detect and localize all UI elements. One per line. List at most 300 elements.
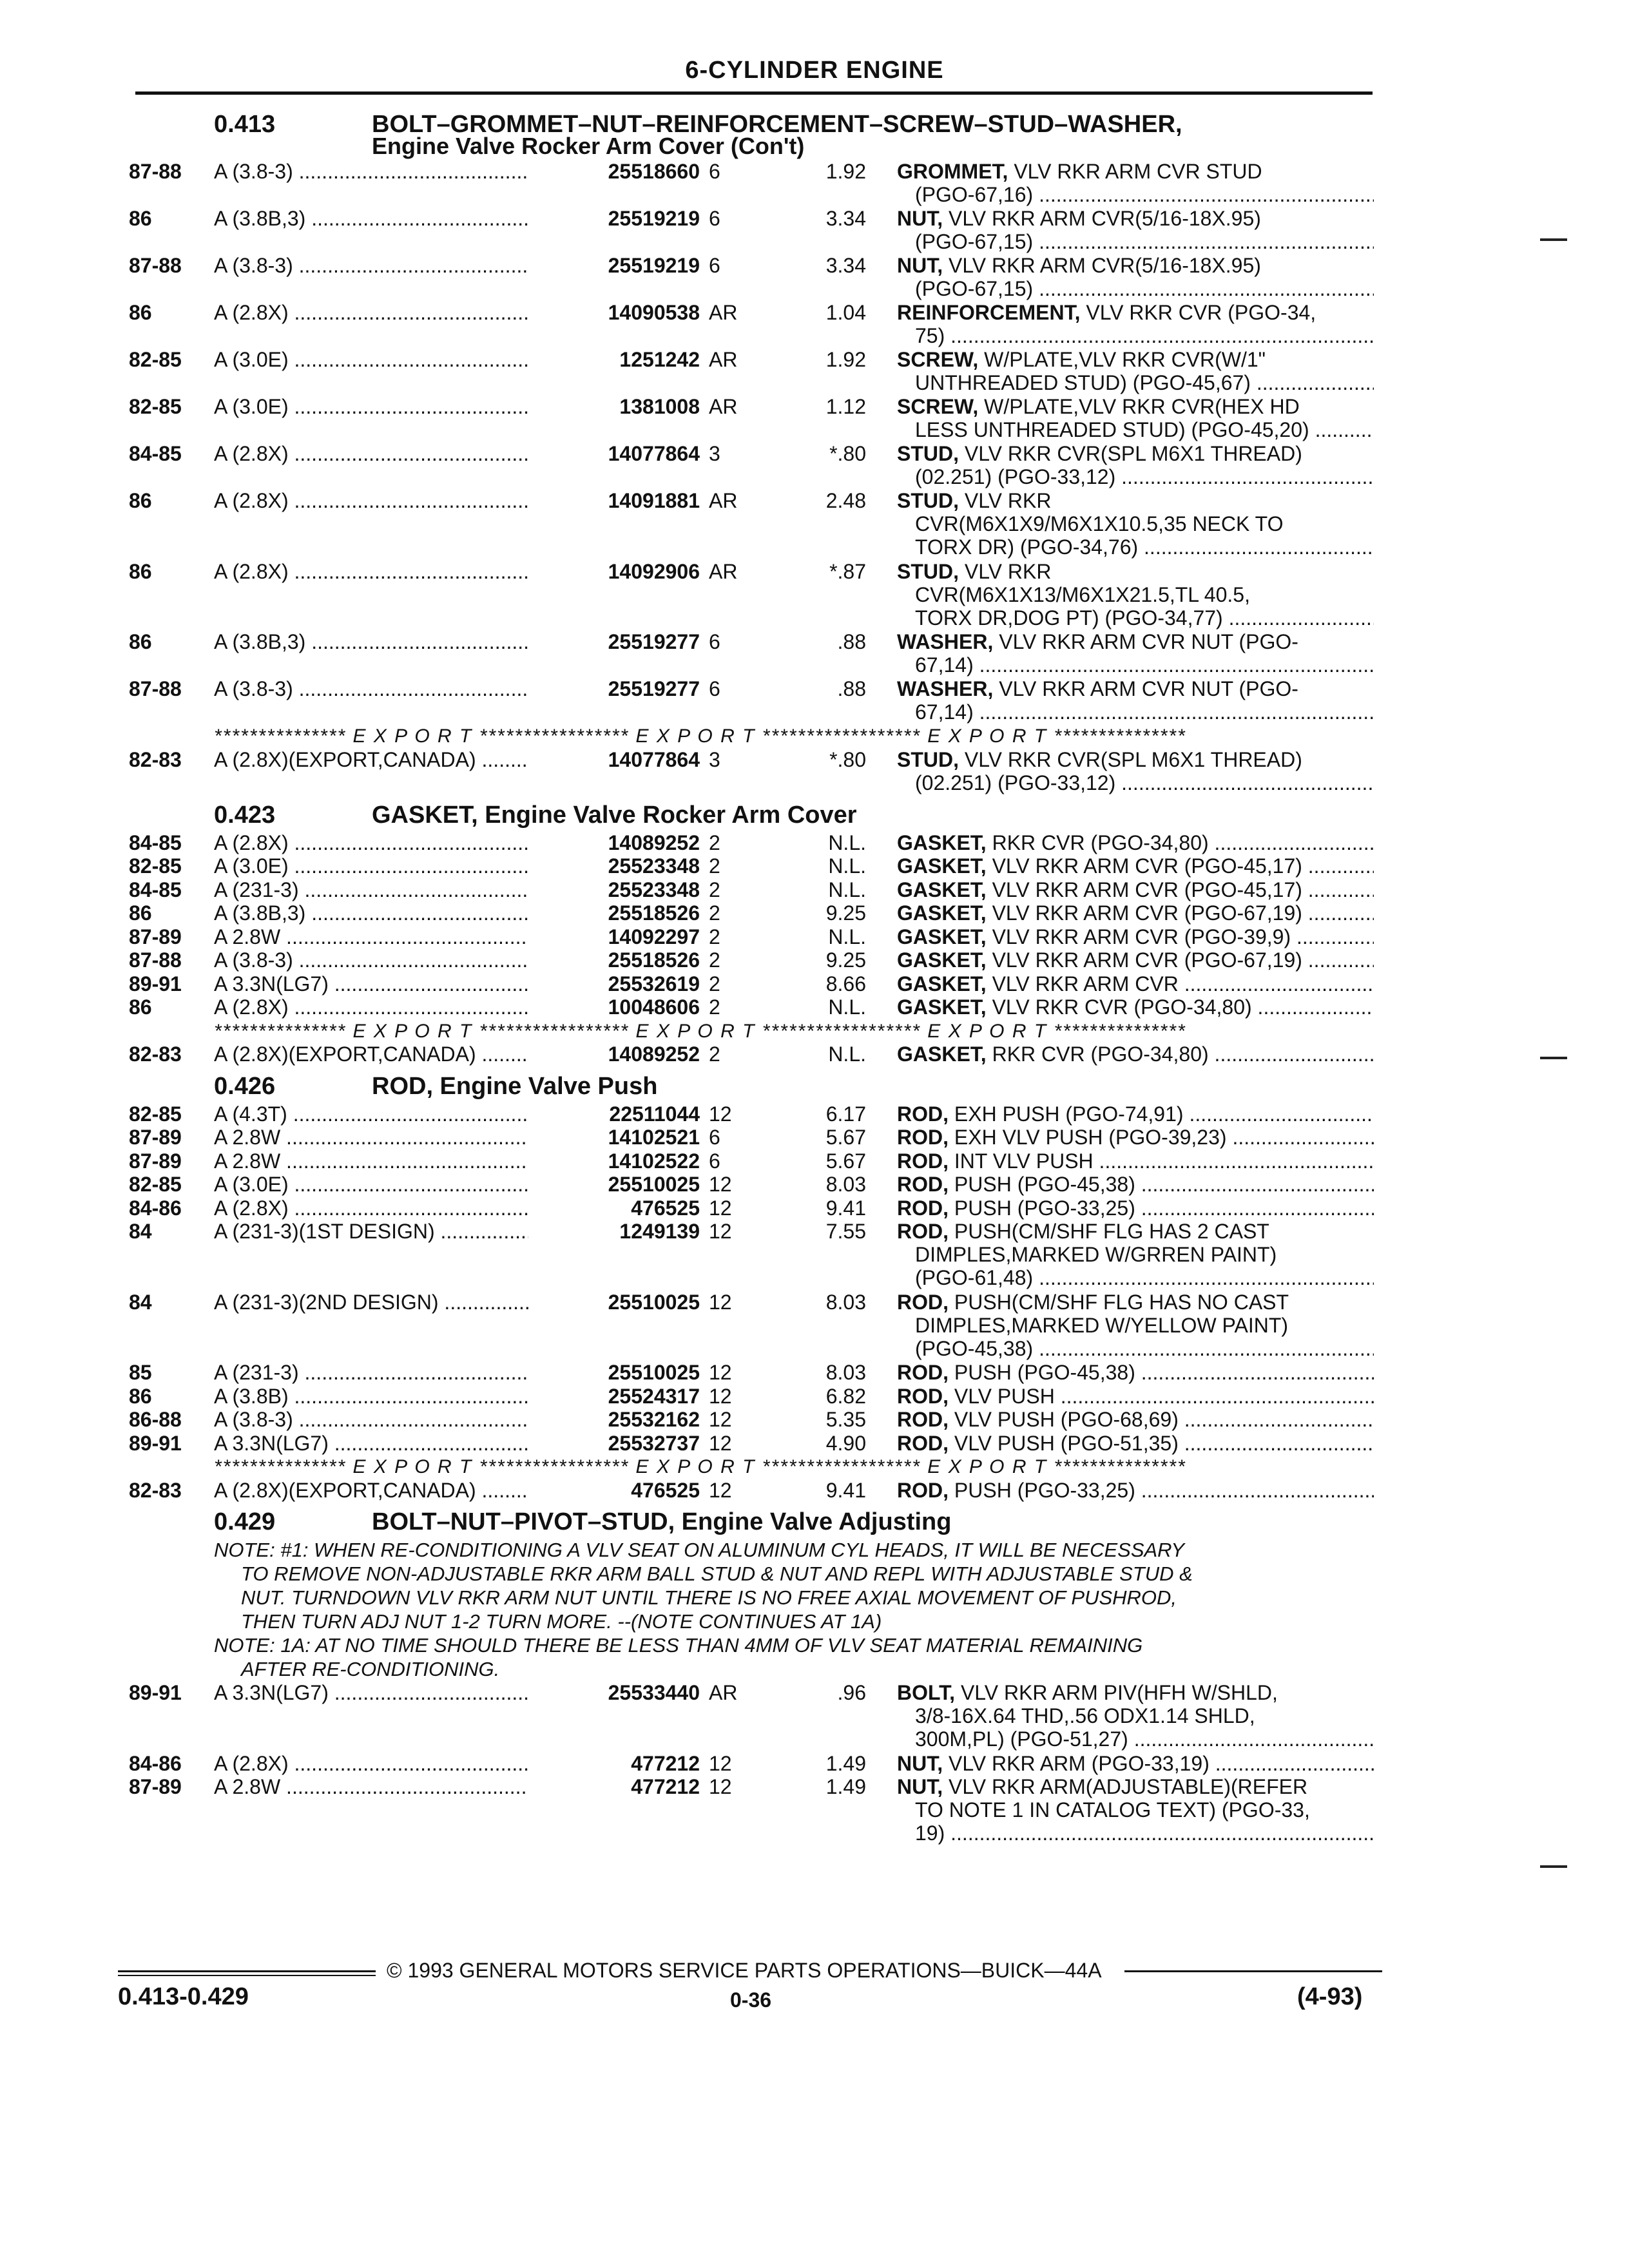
description-text: TORX DR) (PGO-34,76) (915, 535, 1139, 559)
application: A (4.3T) ..... (214, 1102, 562, 1126)
application: A 2.8W ..... (214, 1126, 562, 1149)
part-number: 14089252 (528, 1043, 700, 1066)
part-number: 476525 (528, 1196, 700, 1220)
margin-mark (1540, 238, 1567, 241)
application: A (3.0E) ..... (214, 395, 562, 419)
section-note (214, 1633, 1374, 1681)
part-name: ROD, (897, 1220, 949, 1243)
description-text: CVR(M6X1X13/M6X1X21.5,TL 40.5, (915, 582, 1250, 606)
part-description (897, 995, 1374, 1019)
part-number: 25518526 (528, 948, 700, 972)
model-year: 86 (129, 207, 152, 230)
model-year: 82-85 (129, 348, 182, 371)
description-text: VLV RKR ARM CVR (992, 972, 1179, 995)
section-title: ROD, Engine Valve Push (372, 1072, 658, 1100)
description-text: VLV RKR ARM CVR NUT (PGO- (999, 630, 1298, 653)
description-text: VLV PUSH (954, 1384, 1055, 1408)
part-name: GASKET, (897, 831, 987, 854)
part-number: 14089252 (528, 831, 700, 855)
description-text: (PGO-67,15) (915, 277, 1034, 300)
quantity: 6 (709, 1126, 720, 1149)
section-number: 0.426 (214, 1072, 276, 1100)
quantity: 6 (709, 630, 720, 653)
footer-rule-right (1124, 1970, 1382, 1972)
description-text: VLV RKR ARM CVR NUT (PGO- (999, 677, 1298, 700)
application: A (3.8B,3) ..... (214, 207, 562, 231)
price: 5.35 (825, 1408, 866, 1431)
part-description (897, 748, 1374, 794)
model-year: 86-88 (129, 1408, 182, 1431)
description-text: PUSH (PGO-33,25) (954, 1196, 1135, 1220)
part-number: 1249139 (528, 1220, 700, 1244)
note-line: TO REMOVE NON-ADJUSTABLE RKR ARM BALL STUD & NUT AND REPL WITH ADJUSTABLE STUD & (241, 1562, 1193, 1585)
description-text: VLV RKR ARM CVR(5/16-18X.95) (949, 207, 1261, 230)
part-name: GROMMET, (897, 160, 1008, 183)
part-description (897, 1126, 1374, 1149)
description-line (897, 348, 1374, 371)
part-name: GASKET, (897, 854, 987, 878)
description-line (897, 972, 1374, 995)
price: 3.34 (825, 207, 866, 230)
description-line (897, 630, 1374, 653)
part-description (897, 395, 1374, 441)
model-year: 89-91 (129, 1431, 182, 1455)
application: A (2.8X)(EXPORT,CANADA) ..... (214, 748, 562, 772)
quantity: 12 (709, 1361, 732, 1384)
model-year: 82-83 (129, 1043, 182, 1066)
price: 9.41 (825, 1478, 866, 1502)
part-name: NUT, (897, 1775, 943, 1798)
description-line (897, 1126, 1374, 1149)
model-year: 86 (129, 559, 152, 583)
description-line (897, 1196, 1374, 1220)
note-line: NUT. TURNDOWN VLV RKR ARM NUT UNTIL THERE IS NO FREE AXIAL MOVEMENT OF PUSHROD, (241, 1586, 1177, 1609)
part-description (897, 1149, 1374, 1173)
quantity: 12 (709, 1408, 732, 1431)
quantity: AR (709, 395, 738, 418)
description-text: (PGO-61,48) (915, 1266, 1034, 1289)
description-text: VLV RKR ARM CVR (PGO-45,17) (992, 854, 1302, 878)
part-name: GASKET, (897, 995, 987, 1019)
quantity: AR (709, 559, 738, 583)
application: A (2.8X) ..... (214, 831, 562, 855)
part-name: GASKET, (897, 925, 987, 948)
description-text: INT VLV PUSH (954, 1149, 1094, 1173)
description-text: (02.251) (PGO-33,12) (915, 771, 1116, 794)
description-line (897, 771, 1374, 794)
part-number: 25519277 (528, 630, 700, 654)
model-year: 87-89 (129, 925, 182, 948)
part-description (897, 1102, 1374, 1126)
part-name: NUT, (897, 1751, 943, 1775)
price: .96 (837, 1681, 866, 1704)
part-description (897, 1043, 1374, 1066)
model-year: 89-91 (129, 972, 182, 995)
price: 5.67 (825, 1126, 866, 1149)
part-name: GASKET, (897, 972, 987, 995)
description-line (897, 583, 1374, 606)
part-number: 25510025 (528, 1291, 700, 1314)
model-year: 84-86 (129, 1751, 182, 1775)
part-number: 25519277 (528, 677, 700, 701)
description-line (897, 1752, 1374, 1775)
description-text: VLV PUSH (PGO-51,35) (954, 1431, 1179, 1455)
part-description (897, 489, 1374, 559)
description-text: CVR(M6X1X9/M6X1X10.5,35 NECK TO (915, 512, 1284, 535)
price: N.L. (828, 878, 866, 901)
description-text: 75) (915, 324, 945, 347)
description-text: 67,14) (915, 653, 974, 677)
quantity: 6 (709, 1149, 720, 1173)
description-line (897, 1314, 1374, 1337)
description-line (897, 395, 1374, 418)
description-text: RKR CVR (PGO-34,80) (992, 1043, 1209, 1066)
price: N.L. (828, 925, 866, 948)
part-number: 25510025 (528, 1173, 700, 1196)
model-year: 87-88 (129, 160, 182, 183)
description-line (897, 653, 1374, 677)
part-name: ROD, (897, 1384, 949, 1408)
section-title: BOLT–NUT–PIVOT–STUD, Engine Valve Adjusting (372, 1508, 952, 1535)
part-description (897, 160, 1374, 206)
quantity: 2 (709, 925, 720, 948)
price: 8.03 (825, 1361, 866, 1384)
part-name: GASKET, (897, 948, 987, 972)
part-number: 25518526 (528, 901, 700, 925)
description-text: EXH VLV PUSH (PGO-39,23) (954, 1126, 1227, 1149)
description-text: DIMPLES,MARKED W/YELLOW PAINT) (915, 1313, 1289, 1337)
part-number: 25519219 (528, 207, 700, 231)
model-year: 86 (129, 1384, 152, 1408)
model-year: 86 (129, 630, 152, 653)
description-text: VLV PUSH (PGO-68,69) (954, 1408, 1179, 1431)
description-text: (PGO-67,15) (915, 230, 1034, 253)
part-number: 14092906 (528, 560, 700, 584)
description-line (897, 1432, 1374, 1455)
footer-section-range: 0.413-0.429 (118, 1983, 249, 2010)
description-line (897, 831, 1374, 854)
margin-mark (1540, 1865, 1567, 1868)
application: A (3.8-3) ..... (214, 677, 562, 701)
description-text: W/PLATE,VLV RKR CVR(HEX HD (984, 395, 1300, 418)
description-line (897, 1361, 1374, 1384)
description-line (897, 1220, 1374, 1243)
quantity: 2 (709, 901, 720, 925)
model-year: 82-83 (129, 747, 182, 771)
price: 5.67 (825, 1149, 866, 1173)
part-description (897, 854, 1374, 878)
part-number: 25532162 (528, 1408, 700, 1432)
description-text: VLV RKR ARM PIV(HFH W/SHLD, (960, 1681, 1278, 1704)
description-line (897, 1727, 1374, 1751)
description-text: RKR CVR (PGO-34,80) (992, 831, 1209, 854)
part-name: ROD, (897, 1126, 949, 1149)
description-text: EXH PUSH (PGO-74,91) (954, 1102, 1184, 1126)
part-description (897, 442, 1374, 488)
application: A (3.8-3) ..... (214, 948, 562, 972)
part-number: 14102522 (528, 1149, 700, 1173)
application: A (2.8X) ..... (214, 1196, 562, 1220)
part-number: 14077864 (528, 748, 700, 772)
application: A (2.8X)(EXPORT,CANADA) ..... (214, 1043, 562, 1066)
model-year: 87-89 (129, 1126, 182, 1149)
part-description (897, 1385, 1374, 1408)
part-description (897, 1361, 1374, 1384)
part-description (897, 948, 1374, 972)
part-number: 25523348 (528, 878, 700, 902)
quantity: 2 (709, 878, 720, 901)
application: A (2.8X) ..... (214, 995, 562, 1019)
application: A (231-3) ..... (214, 878, 562, 902)
part-name: ROD, (897, 1478, 949, 1502)
price: N.L. (828, 1043, 866, 1066)
part-number: 25519219 (528, 254, 700, 278)
application: A (2.8X) ..... (214, 560, 562, 584)
note-line: THEN TURN ADJ NUT 1-2 TURN MORE. --(NOTE CONTINUES AT 1A) (241, 1610, 882, 1633)
price: 3.34 (825, 254, 866, 277)
application: A (3.8-3) ..... (214, 1408, 562, 1432)
description-line (897, 1173, 1374, 1196)
price: 6.17 (825, 1102, 866, 1126)
model-year: 82-85 (129, 395, 182, 418)
part-description (897, 207, 1374, 253)
quantity: 2 (709, 1043, 720, 1066)
part-name: NUT, (897, 207, 943, 230)
description-line (897, 700, 1374, 724)
price: 9.25 (825, 948, 866, 972)
part-description (897, 1752, 1374, 1775)
part-name: ROD, (897, 1290, 949, 1314)
description-text: PUSH(CM/SHF FLG HAS NO CAST (954, 1290, 1289, 1314)
part-name: ROD, (897, 1408, 949, 1431)
quantity: 12 (709, 1431, 732, 1455)
description-text: PUSH (PGO-45,38) (954, 1173, 1135, 1196)
application: A (3.0E) ..... (214, 348, 562, 372)
model-year: 84 (129, 1220, 152, 1243)
quantity: 12 (709, 1751, 732, 1775)
export-divider: *************** E X P O R T ***************** E X P O R T ****************** E X P O R T *************** (214, 726, 1186, 747)
description-line (897, 1408, 1374, 1431)
part-number: 25523348 (528, 854, 700, 878)
application: A (231-3) ..... (214, 1361, 562, 1385)
quantity: 6 (709, 254, 720, 277)
section-subtitle: Engine Valve Rocker Arm Cover (Con't) (372, 133, 805, 159)
model-year: 84-85 (129, 442, 182, 465)
model-year: 82-85 (129, 1173, 182, 1196)
quantity: AR (709, 1681, 738, 1704)
part-number: 14091881 (528, 489, 700, 513)
price: N.L. (828, 854, 866, 878)
footer-copyright: © 1993 GENERAL MOTORS SERVICE PARTS OPERATIONS—BUICK—44A (387, 1959, 1102, 1982)
description-line (897, 160, 1374, 183)
price: .88 (837, 677, 866, 700)
part-name: ROD, (897, 1149, 949, 1173)
description-line (897, 301, 1374, 324)
price: .88 (837, 630, 866, 653)
model-year: 84 (129, 1290, 152, 1314)
part-number: 477212 (528, 1752, 700, 1776)
model-year: 86 (129, 901, 152, 925)
description-text: (02.251) (PGO-33,12) (915, 465, 1116, 488)
quantity: 12 (709, 1196, 732, 1220)
description-text: 67,14) (915, 700, 974, 724)
application: A (3.8B,3) ..... (214, 630, 562, 654)
price: 7.55 (825, 1220, 866, 1243)
footer-date: (4-93) (1297, 1983, 1363, 2010)
model-year: 82-85 (129, 854, 182, 878)
part-number: 1251242 (528, 348, 700, 372)
part-name: STUD, (897, 559, 959, 583)
description-text: TORX DR,DOG PT) (PGO-34,77) (915, 606, 1223, 629)
quantity: 2 (709, 948, 720, 972)
description-line (897, 1149, 1374, 1173)
price: N.L. (828, 995, 866, 1019)
price: 8.03 (825, 1290, 866, 1314)
price: 9.25 (825, 901, 866, 925)
part-name: GASKET, (897, 901, 987, 925)
model-year: 87-89 (129, 1775, 182, 1798)
part-description (897, 1408, 1374, 1431)
description-line (897, 535, 1374, 559)
description-text: 19) (915, 1821, 945, 1845)
part-description (897, 301, 1374, 347)
part-description (897, 901, 1374, 925)
part-number: 25532737 (528, 1432, 700, 1456)
description-text: TO NOTE 1 IN CATALOG TEXT) (PGO-33, (915, 1798, 1310, 1821)
description-text: VLV RKR CVR(SPL M6X1 THREAD) (964, 442, 1302, 465)
description-line (897, 948, 1374, 972)
description-text: PUSH(CM/SHF FLG HAS 2 CAST (954, 1220, 1269, 1243)
quantity: AR (709, 301, 738, 324)
price: *.87 (829, 559, 866, 583)
application: A (2.8X) ..... (214, 1752, 562, 1776)
description-line (897, 418, 1374, 441)
description-text: VLV RKR ARM CVR (PGO-67,19) (992, 948, 1302, 972)
description-line (897, 1821, 1374, 1845)
description-line (897, 1291, 1374, 1314)
description-text: VLV RKR ARM (PGO-33,19) (949, 1751, 1210, 1775)
description-text: 300M,PL) (PGO-51,27) (915, 1727, 1128, 1751)
quantity: 12 (709, 1478, 732, 1502)
application: A (231-3)(2ND DESIGN) ..... (214, 1291, 562, 1314)
model-year: 87-89 (129, 1149, 182, 1173)
price: 1.92 (825, 160, 866, 183)
part-description (897, 1432, 1374, 1455)
model-year: 84-85 (129, 878, 182, 901)
part-number: 476525 (528, 1479, 700, 1503)
quantity: 6 (709, 207, 720, 230)
application: A (2.8X)(EXPORT,CANADA) ..... (214, 1479, 562, 1503)
price: 8.03 (825, 1173, 866, 1196)
description-text: VLV RKR (964, 489, 1052, 512)
page-header: 6-CYLINDER ENGINE (685, 57, 944, 84)
description-line (897, 230, 1374, 253)
description-line (897, 878, 1374, 901)
application: A 2.8W ..... (214, 1775, 562, 1799)
description-line (897, 1798, 1374, 1821)
price: 9.41 (825, 1196, 866, 1220)
footer-rule-left (118, 1970, 376, 1972)
description-text: W/PLATE,VLV RKR CVR(W/1" (984, 348, 1266, 371)
price: 1.04 (825, 301, 866, 324)
part-name: ROD, (897, 1173, 949, 1196)
application: A (3.0E) ..... (214, 1173, 562, 1196)
description-line (897, 442, 1374, 465)
price: 1.49 (825, 1775, 866, 1798)
description-line (897, 901, 1374, 925)
part-name: STUD, (897, 442, 959, 465)
section-number: 0.423 (214, 801, 276, 829)
description-line (897, 1102, 1374, 1126)
part-description (897, 878, 1374, 901)
quantity: 6 (709, 677, 720, 700)
part-description (897, 1196, 1374, 1220)
section-number: 0.429 (214, 1508, 276, 1535)
quantity: 12 (709, 1290, 732, 1314)
price: *.80 (829, 442, 866, 465)
part-name: WASHER, (897, 630, 994, 653)
part-description (897, 254, 1374, 300)
quantity: 2 (709, 831, 720, 854)
application: A (2.8X) ..... (214, 301, 562, 325)
description-text: VLV RKR (964, 559, 1052, 583)
description-line (897, 1775, 1374, 1798)
application: A (3.0E) ..... (214, 854, 562, 878)
description-text: VLV RKR ARM CVR (PGO-67,19) (992, 901, 1302, 925)
part-description (897, 677, 1374, 724)
part-name: ROD, (897, 1102, 949, 1126)
quantity: 12 (709, 1384, 732, 1408)
part-name: NUT, (897, 254, 943, 277)
price: N.L. (828, 831, 866, 854)
price: 4.90 (825, 1431, 866, 1455)
description-text: VLV RKR ARM CVR (PGO-39,9) (992, 925, 1291, 948)
application: A (3.8B) ..... (214, 1385, 562, 1408)
application: A 3.3N(LG7) ..... (214, 1432, 562, 1456)
margin-mark (1540, 1057, 1567, 1059)
part-number: 25510025 (528, 1361, 700, 1385)
model-year: 86 (129, 489, 152, 512)
part-number: 1381008 (528, 395, 700, 419)
part-description (897, 630, 1374, 677)
model-year: 87-88 (129, 677, 182, 700)
price: 8.66 (825, 972, 866, 995)
description-line (897, 183, 1374, 206)
part-number: 25532619 (528, 972, 700, 996)
description-text: LESS UNTHREADED STUD) (PGO-45,20) (915, 418, 1309, 441)
description-line (897, 1385, 1374, 1408)
application: A (3.8B,3) ..... (214, 901, 562, 925)
model-year: 87-88 (129, 254, 182, 277)
quantity: 12 (709, 1102, 732, 1126)
description-line (897, 371, 1374, 394)
part-description (897, 348, 1374, 394)
part-number: 14090538 (528, 301, 700, 325)
part-description (897, 1681, 1374, 1751)
quantity: 3 (709, 747, 720, 771)
description-line (897, 207, 1374, 230)
description-text: UNTHREADED STUD) (PGO-45,67) (915, 371, 1251, 394)
note-line: NOTE: 1A: AT NO TIME SHOULD THERE BE LESS THAN 4MM OF VLV SEAT MATERIAL REMAINING (214, 1634, 1143, 1657)
part-name: GASKET, (897, 1043, 987, 1066)
part-number: 25518660 (528, 160, 700, 184)
description-text: VLV RKR CVR (PGO-34,80) (992, 995, 1252, 1019)
description-line (897, 748, 1374, 771)
description-text: DIMPLES,MARKED W/GRREN PAINT) (915, 1243, 1277, 1266)
application: A 3.3N(LG7) ..... (214, 972, 562, 996)
part-description (897, 1775, 1374, 1845)
part-number: 477212 (528, 1775, 700, 1799)
